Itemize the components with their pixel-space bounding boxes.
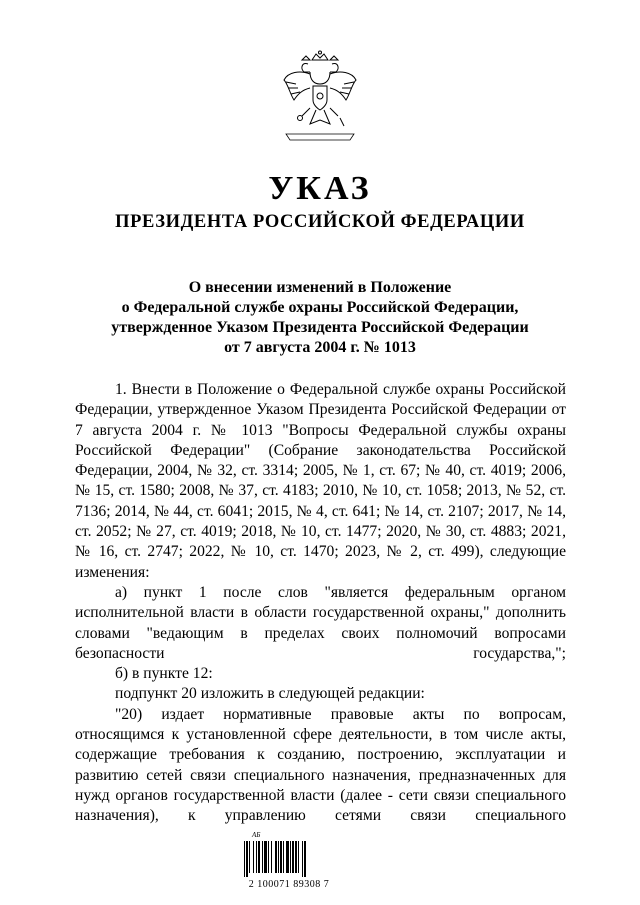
body-paragraph: 1. Внести в Положение о Федеральной службе охраны Российской Федерации, утвержденное Указом Президента Российской Федерации от 7 августа 2004 г. № 1013 "Вопросы Федеральной службы охраны Российской Федерации" (Собрание законодательства Российской Федерации, 2004, № 32, ст. 3314; 2005, № 1, ст. 67; № 40, ст. 4019; 2006, № 15, ст. 1580; 2008, № 37, ст. 4183; 2010, № 10, ст. 1058; 2013, № 52, ст. 7136; 2014, № 44, ст. 6041; 2015, № 4, ст. 641; № 14, ст. 2107; 2017, № 14, ст. 2052; № 27, ст. 4019; 2018, № 10, ст. 1477; 2020, № 30, ст. 4883; 2021, № 16, ст. 2747; 2022, № 10, ст. 1470; 2023, № 2, ст. 499), следующие изменения: (75, 381, 566, 581)
body-paragraph: "20) издает нормативные правовые акты по вопросам, относящимся к установленной сфере деятельности, в том числе акты, содержащие требования к созданию, построению, эксплуатации и развитию сетей связи специального назначения, предназначенных для нужд органов государственной власти (далее - сети связи специального назначения), к управлению сетями связи специального (75, 705, 566, 825)
body-paragraph: подпункт 20 изложить в следующей редакции: (115, 685, 425, 703)
barcode-bar (262, 841, 263, 873)
heading-line: О внесении изменений в Положение (188, 279, 452, 296)
decree-heading (40, 278, 600, 358)
barcode-bar (292, 841, 294, 873)
barcode-bar (286, 841, 289, 873)
barcode-bar (244, 841, 245, 877)
barcode-bar (256, 841, 257, 873)
barcode-bar (253, 841, 254, 873)
body-paragraph: б) в пункте 12: (115, 665, 213, 683)
barcode-bar (264, 841, 267, 873)
body-paragraph: а) пункт 1 после слов "является федеральным органом исполнительной власти в области государственной охраны," дополнить словами "ведающим в пределах своих полномочий вопросами безопасности государства,"; (75, 583, 566, 662)
document-title: УКАЗ (268, 170, 372, 207)
barcode-bar (280, 841, 282, 873)
barcode-mark: АБ (252, 831, 261, 839)
heading-line: утвержденное Указом Президента Российской Федерации (111, 319, 529, 336)
barcode-bar (271, 841, 272, 873)
barcode-bar (302, 841, 303, 877)
barcode-bar (258, 841, 260, 873)
barcode (236, 831, 342, 901)
barcode-bar (268, 841, 269, 873)
heading-line: от 7 августа 2004 г. № 1013 (224, 339, 416, 356)
barcode-bar (295, 841, 297, 873)
barcode-bar (304, 841, 306, 877)
barcode-bar (278, 841, 279, 873)
barcode-bar (290, 841, 291, 873)
barcode-bars (244, 841, 334, 877)
decree-body (75, 380, 566, 827)
barcode-bar (275, 841, 277, 873)
heading-line: о Федеральной службе охраны Российской Федерации, (121, 299, 519, 316)
barcode-bar (249, 841, 250, 873)
coat-of-arms-emblem (280, 50, 360, 142)
document-subtitle: ПРЕЗИДЕНТА РОССИЙСКОЙ ФЕДЕРАЦИИ (115, 212, 525, 232)
barcode-bar (246, 841, 248, 877)
barcode-number: 2 100071 89308 7 (248, 879, 330, 890)
barcode-bar (298, 841, 299, 873)
barcode-bar (283, 841, 284, 873)
